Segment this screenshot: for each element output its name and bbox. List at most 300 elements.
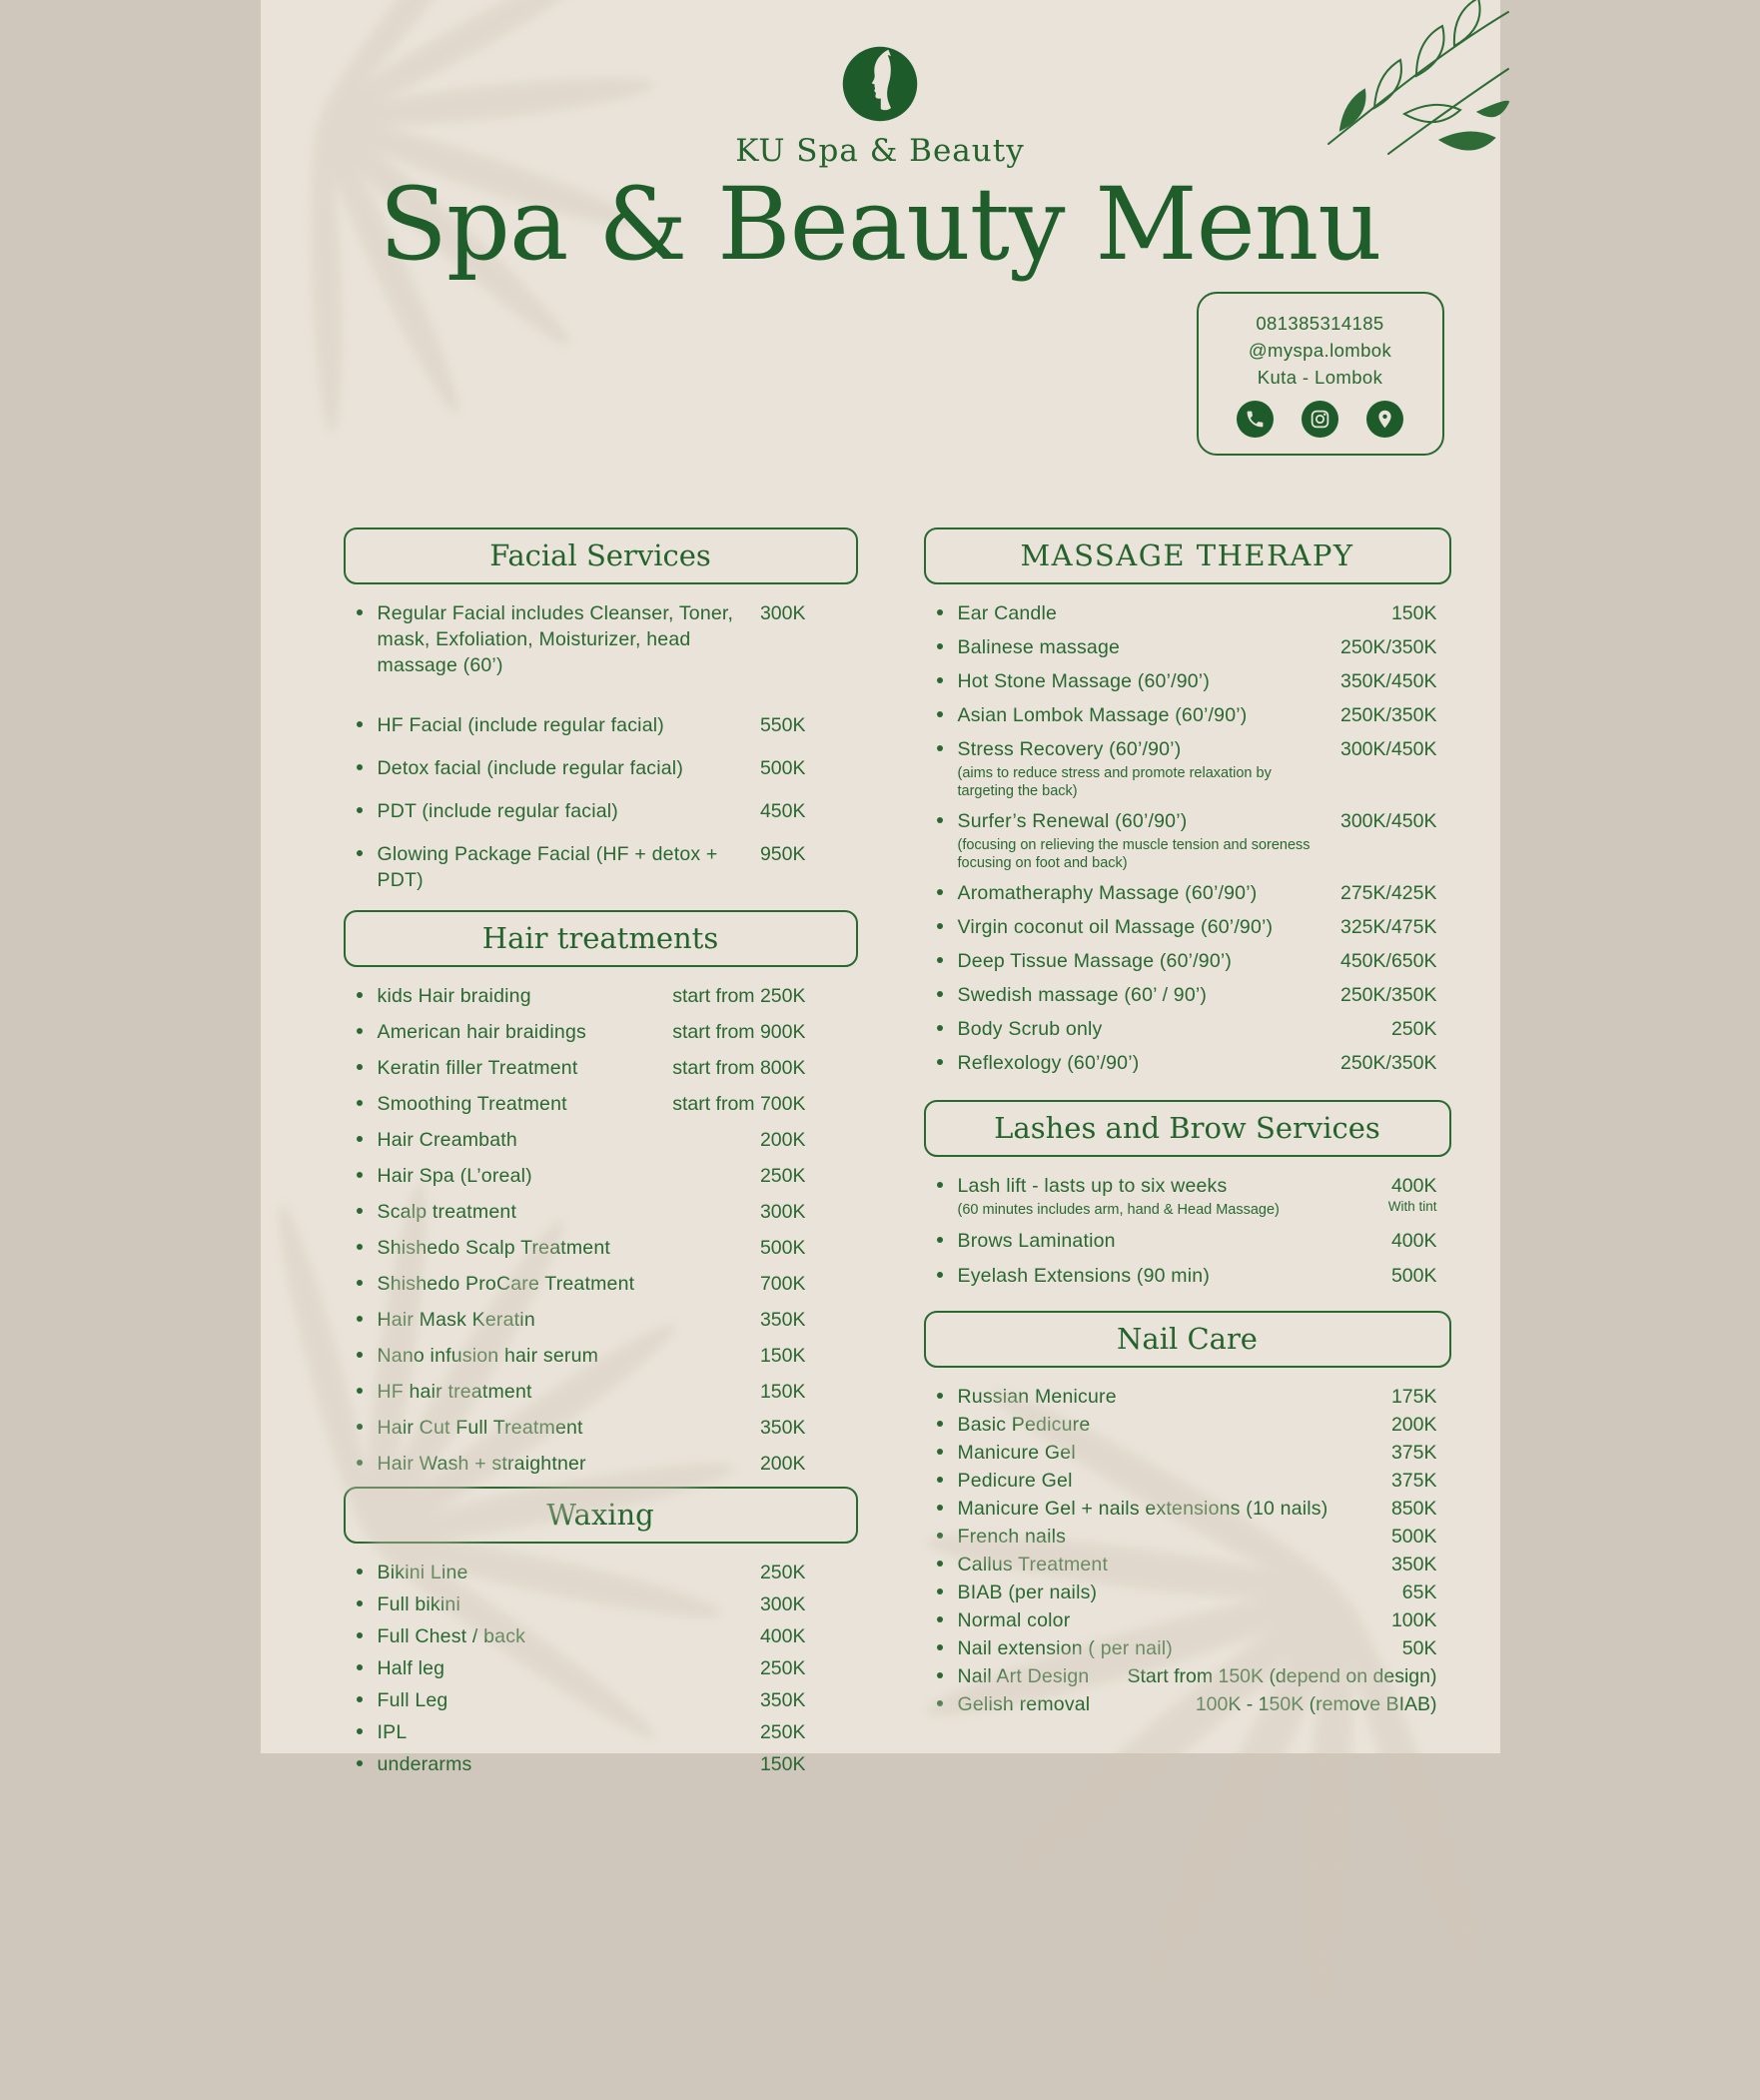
item-text: [958, 1552, 1381, 1577]
item-price: [1340, 808, 1451, 834]
item-text: [958, 736, 1330, 800]
menu-item-row: [934, 1228, 1451, 1254]
price-value: 350K: [759, 1417, 806, 1439]
item-name: Full Chest / back: [377, 1625, 526, 1647]
item-text: [958, 982, 1330, 1008]
price-value: 550K: [759, 714, 806, 736]
item-name: IPL: [377, 1721, 408, 1743]
bullet-icon: [937, 609, 943, 615]
item-name: Manicure Gel + nails extensions (10 nails): [957, 1498, 1328, 1520]
menu-item-row: [354, 1091, 858, 1117]
price-value: 375K: [1390, 1470, 1437, 1492]
item-name: PDT (include regular facial): [377, 800, 619, 822]
item-name: Normal color: [957, 1609, 1071, 1631]
section-header-facial-services: [344, 527, 858, 584]
item-text: [378, 1719, 750, 1745]
menu-item-row: [934, 982, 1451, 1008]
item-price: [1340, 736, 1451, 762]
price-value: 150K: [1390, 602, 1437, 624]
item-name: Ear Candle: [957, 602, 1058, 624]
item-text: [958, 1663, 1118, 1689]
item-name: Hair Mask Keratin: [377, 1309, 535, 1331]
menu-item-row: [934, 1412, 1451, 1438]
item-text: [378, 1199, 750, 1225]
section-title: Waxing: [546, 1498, 654, 1532]
price-value: 250K/350K: [1339, 1052, 1437, 1074]
item-name: Reflexology (60’/90’): [957, 1052, 1140, 1074]
item-price: [760, 798, 858, 824]
bullet-icon: [937, 643, 943, 649]
bullet-icon: [357, 850, 363, 856]
item-text: [958, 1607, 1381, 1633]
item-name: Pedicure Gel: [957, 1470, 1073, 1492]
price-value: 500K: [759, 1237, 806, 1259]
price-value: 500K: [1390, 1526, 1437, 1548]
price-value: 200K: [759, 1129, 806, 1151]
price-value: 250K: [759, 1562, 806, 1583]
bullet-icon: [937, 1700, 943, 1706]
item-text: [958, 948, 1330, 974]
menu-item-row: [934, 702, 1451, 728]
bullet-icon: [357, 1352, 363, 1358]
item-name: Half leg: [377, 1657, 445, 1679]
menu-item-row: [354, 1591, 858, 1617]
menu-item-row: [934, 1579, 1451, 1605]
bullet-icon: [357, 721, 363, 727]
item-name: Bikini Line: [377, 1562, 468, 1583]
item-name: Gelish removal: [957, 1693, 1091, 1715]
bullet-icon: [937, 1505, 943, 1511]
bullet-icon: [357, 1632, 363, 1638]
item-price: [1340, 702, 1451, 728]
item-price: [760, 1687, 858, 1713]
bullet-icon: [357, 1244, 363, 1250]
price-value: 250K: [759, 1657, 806, 1679]
menu-item-row: [354, 1751, 858, 1777]
right-column: [924, 527, 1451, 1719]
menu-item-row: [934, 1635, 1451, 1661]
price-value: 500K: [759, 757, 806, 779]
price-value: 300K/450K: [1339, 810, 1437, 832]
item-price: [760, 1415, 858, 1441]
price-value: 375K: [1390, 1442, 1437, 1464]
item-price: [760, 1271, 858, 1297]
price-value: 100K - 150K (remove BIAB): [1195, 1693, 1437, 1715]
item-price: [672, 1091, 857, 1117]
item-text: [378, 1307, 750, 1333]
item-name: Swedish massage (60’ / 90’): [957, 984, 1208, 1006]
price-value: 350K: [759, 1689, 806, 1711]
price-value: 175K: [1390, 1386, 1437, 1408]
menu-item-row: [354, 1623, 858, 1649]
item-price: [1391, 600, 1451, 626]
price-value: 300K/450K: [1339, 738, 1437, 760]
item-text: [378, 1379, 750, 1405]
item-price: [1391, 1468, 1451, 1494]
bullet-icon: [357, 1696, 363, 1702]
item-text: [958, 1050, 1330, 1076]
bullet-icon: [937, 1644, 943, 1650]
bullet-icon: [937, 1182, 943, 1188]
woman-face-logo-icon: [842, 46, 918, 122]
item-text: [378, 1091, 663, 1117]
item-name: Detox facial (include regular facial): [377, 757, 684, 779]
facial-services-list: [344, 600, 858, 893]
item-price: [760, 1719, 858, 1745]
price-value: 950K: [759, 843, 806, 865]
price-value: start from 250K: [672, 985, 806, 1007]
item-price: [760, 1591, 858, 1617]
menu-item-row: [354, 712, 858, 738]
bullet-icon: [937, 1533, 943, 1539]
item-price: [1391, 1016, 1451, 1042]
menu-item-row: [354, 1451, 858, 1477]
item-price: [672, 1019, 857, 1045]
item-price: [1391, 1496, 1451, 1522]
bullet-icon: [357, 1664, 363, 1670]
bullet-icon: [357, 1424, 363, 1430]
item-name: Lash lift - lasts up to six weeks: [957, 1175, 1228, 1197]
bullet-icon: [937, 1421, 943, 1427]
price-value: 450K: [759, 800, 806, 822]
phone-icon[interactable]: [1237, 401, 1274, 438]
bullet-icon: [937, 711, 943, 717]
item-name: Smoothing Treatment: [377, 1093, 567, 1115]
item-text: [958, 808, 1330, 872]
item-text: [958, 600, 1381, 626]
item-text: [378, 1591, 750, 1617]
bullet-icon: [937, 1272, 943, 1278]
price-value: Start from 150K (depend on design): [1127, 1665, 1437, 1687]
item-text: [958, 1384, 1381, 1410]
menu-item-row: [354, 1163, 858, 1189]
item-text: [958, 1412, 1381, 1438]
menu-item-row: [934, 600, 1451, 626]
menu-item-row: [354, 1307, 858, 1333]
price-value: 300K: [759, 602, 806, 624]
item-price: [760, 1235, 858, 1261]
item-name: Hot Stone Massage (60’/90’): [957, 670, 1211, 692]
item-text: [378, 983, 663, 1009]
item-text: [958, 668, 1330, 694]
price-value: 350K/450K: [1339, 670, 1437, 692]
price-value: 250K: [759, 1165, 806, 1187]
item-text: [958, 914, 1330, 940]
item-price: [1340, 668, 1451, 694]
instagram-icon[interactable]: [1302, 401, 1338, 438]
item-price: [760, 1751, 858, 1777]
menu-item-row: [934, 736, 1451, 800]
bullet-icon: [937, 745, 943, 751]
menu-item-row: [934, 1384, 1451, 1410]
item-price: [672, 983, 857, 1009]
bullet-icon: [937, 923, 943, 929]
item-text: [378, 1019, 663, 1045]
price-value: 200K: [759, 1453, 806, 1475]
section-hair-treatments: [344, 910, 858, 1477]
item-price: [1340, 634, 1451, 660]
menu-item-row: [354, 983, 858, 1009]
contact-card: [1197, 292, 1444, 456]
item-text: [378, 1415, 750, 1441]
item-price: [1340, 948, 1451, 974]
item-text: [378, 1235, 750, 1261]
menu-item-row: [934, 668, 1451, 694]
item-name: French nails: [957, 1526, 1067, 1548]
item-note: (aims to reduce stress and promote relaxation by targeting the back): [957, 765, 1272, 799]
item-price: [760, 1163, 858, 1189]
item-text: [958, 1524, 1381, 1550]
item-name: Nail Art Design: [957, 1665, 1090, 1687]
bullet-icon: [937, 991, 943, 997]
bullet-icon: [357, 1028, 363, 1034]
item-price: [1391, 1384, 1451, 1410]
price-value: 850K: [1390, 1498, 1437, 1520]
item-text: [958, 1468, 1381, 1494]
price-value: start from 700K: [672, 1093, 806, 1115]
item-price: [760, 1127, 858, 1153]
bullet-icon: [937, 889, 943, 895]
item-price: [760, 1343, 858, 1369]
price-value: 300K: [759, 1593, 806, 1615]
menu-item-row: [934, 1016, 1451, 1042]
menu-item-row: [354, 1415, 858, 1441]
contact-phone-number: 081385314185: [1256, 312, 1384, 334]
bullet-icon: [357, 1600, 363, 1606]
menu-item-row: [934, 1263, 1451, 1289]
bullet-icon: [357, 1388, 363, 1394]
item-price: [760, 755, 858, 781]
item-text: [378, 712, 750, 738]
item-name: Keratin filler Treatment: [377, 1057, 578, 1079]
item-name: Nano infusion hair serum: [377, 1345, 599, 1367]
menu-item-row: [354, 1271, 858, 1297]
item-name: Virgin coconut oil Massage (60’/90’): [957, 916, 1274, 938]
price-value: 100K: [1390, 1609, 1437, 1631]
item-name: kids Hair braiding: [377, 985, 531, 1007]
item-price: [760, 1451, 858, 1477]
bullet-icon: [357, 1728, 363, 1734]
menu-item-row: [934, 948, 1451, 974]
section-lashes-brow: [924, 1100, 1451, 1289]
menu-item-row: [354, 1379, 858, 1405]
item-name: Deep Tissue Massage (60’/90’): [957, 950, 1233, 972]
hair-treatments-list: [344, 983, 858, 1477]
price-value: 350K: [1390, 1554, 1437, 1575]
item-price: [1340, 914, 1451, 940]
item-text: [958, 702, 1330, 728]
section-header-lashes-brow: [924, 1100, 1451, 1157]
item-name: Shishedo ProCare Treatment: [377, 1273, 635, 1295]
menu-item-row: [354, 1655, 858, 1681]
bullet-icon: [357, 1569, 363, 1575]
item-text: [378, 841, 750, 893]
price-value: 65K: [1401, 1581, 1437, 1603]
item-name: Surfer’s Renewal (60’/90’): [957, 810, 1188, 832]
item-name: Shishedo Scalp Treatment: [377, 1237, 611, 1259]
contact-instagram-handle: @myspa.lombok: [1248, 339, 1392, 361]
item-name: Manicure Gel: [957, 1442, 1076, 1464]
item-price: [1391, 1524, 1451, 1550]
item-text: [378, 1163, 750, 1189]
page-title: Spa & Beauty Menu: [379, 166, 1381, 283]
item-text: [958, 1579, 1392, 1605]
price-value: 250K/350K: [1339, 984, 1437, 1006]
item-price: [760, 712, 858, 738]
price-value: start from 800K: [672, 1057, 806, 1079]
item-name: Glowing Package Facial (HF + detox + PDT): [377, 843, 718, 891]
item-text: [958, 634, 1330, 660]
item-price: [1391, 1440, 1451, 1466]
item-name: Russian Menicure: [957, 1386, 1117, 1408]
price-note: With tint: [1387, 1199, 1437, 1214]
item-text: [958, 1173, 1378, 1219]
menu-item-row: [934, 1663, 1451, 1689]
price-value: 250K/350K: [1339, 636, 1437, 658]
item-name: Hair Creambath: [377, 1129, 517, 1151]
item-name: Basic Pedicure: [957, 1414, 1091, 1436]
menu-item-row: [934, 808, 1451, 872]
left-column: [344, 527, 858, 1783]
menu-item-row: [934, 880, 1451, 906]
bullet-icon: [937, 1672, 943, 1678]
item-name: underarms: [377, 1753, 472, 1775]
menu-item-row: [934, 1173, 1451, 1219]
bullet-icon: [357, 1172, 363, 1178]
item-text: [378, 755, 750, 781]
item-price: [1391, 1552, 1451, 1577]
section-header-hair-treatments: [344, 910, 858, 967]
item-price: [1196, 1691, 1451, 1717]
bullet-icon: [937, 1616, 943, 1622]
item-name: Scalp treatment: [377, 1201, 517, 1223]
menu-item-row: [354, 798, 858, 824]
bullet-icon: [357, 1064, 363, 1070]
section-facial-services: [344, 527, 858, 893]
price-value: 350K: [759, 1309, 806, 1331]
item-text: [958, 1440, 1381, 1466]
item-name: Aromatheraphy Massage (60’/90’): [957, 882, 1258, 904]
brand-name: KU Spa & Beauty: [735, 133, 1025, 169]
menu-item-row: [354, 1199, 858, 1225]
item-text: [378, 1055, 663, 1081]
bullet-icon: [357, 1208, 363, 1214]
menu-item-row: [354, 755, 858, 781]
bullet-icon: [357, 1280, 363, 1286]
menu-item-row: [934, 1524, 1451, 1550]
item-price: [1402, 1579, 1451, 1605]
item-name: Regular Facial includes Cleanser, Toner, mask, Exfoliation, Moisturizer, head massage (60’): [377, 602, 734, 676]
massage-therapy-list: [924, 600, 1451, 1076]
waxing-list: [344, 1560, 858, 1777]
item-text: [378, 1687, 750, 1713]
bullet-icon: [937, 1059, 943, 1065]
item-price: [1402, 1635, 1451, 1661]
section-nail-care: [924, 1311, 1451, 1717]
item-name: Eyelash Extensions (90 min): [957, 1265, 1211, 1287]
item-name: Full Leg: [377, 1689, 448, 1711]
item-name: Hair Wash + straightner: [377, 1453, 586, 1475]
item-price: [1127, 1663, 1450, 1689]
item-price: [1340, 982, 1451, 1008]
nail-care-list: [924, 1384, 1451, 1717]
bullet-icon: [357, 1760, 363, 1766]
item-price: [760, 1307, 858, 1333]
price-value: 200K: [1390, 1414, 1437, 1436]
item-name: Stress Recovery (60’/90’): [957, 738, 1182, 760]
item-price: [760, 1560, 858, 1585]
item-note: (60 minutes includes arm, hand & Head Massage): [957, 1202, 1280, 1218]
bullet-icon: [357, 609, 363, 615]
item-name: Brows Lamination: [957, 1230, 1116, 1252]
logo: [261, 0, 1500, 127]
bullet-icon: [357, 992, 363, 998]
menu-page: [261, 0, 1500, 1775]
bullet-icon: [937, 1449, 943, 1455]
price-value: 400K: [759, 1625, 806, 1647]
bullet-icon: [937, 817, 943, 823]
bullet-icon: [357, 1100, 363, 1106]
item-text: [958, 880, 1330, 906]
lashes-brow-list: [924, 1173, 1451, 1289]
item-name: BIAB (per nails): [957, 1581, 1098, 1603]
price-value: 400K: [1390, 1230, 1437, 1252]
menu-item-row: [934, 914, 1451, 940]
item-price: [1340, 1050, 1451, 1076]
price-value: 300K: [759, 1201, 806, 1223]
section-title: MASSAGE THERAPY: [1020, 538, 1354, 572]
price-value: 50K: [1401, 1637, 1437, 1659]
item-name: HF Facial (include regular facial): [377, 714, 664, 736]
item-text: [958, 1263, 1381, 1289]
item-text: [378, 1751, 750, 1777]
item-text: [958, 1016, 1381, 1042]
item-name: Balinese massage: [957, 636, 1121, 658]
item-price: [1391, 1228, 1451, 1254]
price-value: 450K/650K: [1339, 950, 1437, 972]
bullet-icon: [357, 764, 363, 770]
item-text: [378, 1127, 750, 1153]
menu-item-row: [354, 1560, 858, 1585]
section-header-nail-care: [924, 1311, 1451, 1368]
item-price: [760, 1379, 858, 1405]
section-title: Lashes and Brow Services: [994, 1111, 1380, 1145]
bullet-icon: [937, 1237, 943, 1243]
menu-item-row: [934, 1440, 1451, 1466]
price-value: 150K: [759, 1345, 806, 1367]
item-name: Hair Cut Full Treatment: [377, 1417, 583, 1439]
price-value: 400K: [1390, 1175, 1437, 1197]
bullet-icon: [357, 1460, 363, 1466]
item-price: [760, 1655, 858, 1681]
item-text: [378, 1271, 750, 1297]
item-price: [760, 841, 858, 867]
menu-item-row: [934, 1050, 1451, 1076]
location-icon[interactable]: [1366, 401, 1403, 438]
bullet-icon: [937, 1025, 943, 1031]
item-text: [378, 1451, 750, 1477]
bullet-icon: [937, 957, 943, 963]
bullet-icon: [937, 1588, 943, 1594]
price-value: 250K: [1390, 1018, 1437, 1040]
item-name: Full bikini: [377, 1593, 460, 1615]
section-title: Nail Care: [1117, 1322, 1258, 1356]
bullet-icon: [937, 1561, 943, 1567]
price-value: 250K: [759, 1721, 806, 1743]
price-value: start from 900K: [672, 1021, 806, 1043]
item-name: Body Scrub only: [957, 1018, 1103, 1040]
menu-item-row: [354, 1719, 858, 1745]
